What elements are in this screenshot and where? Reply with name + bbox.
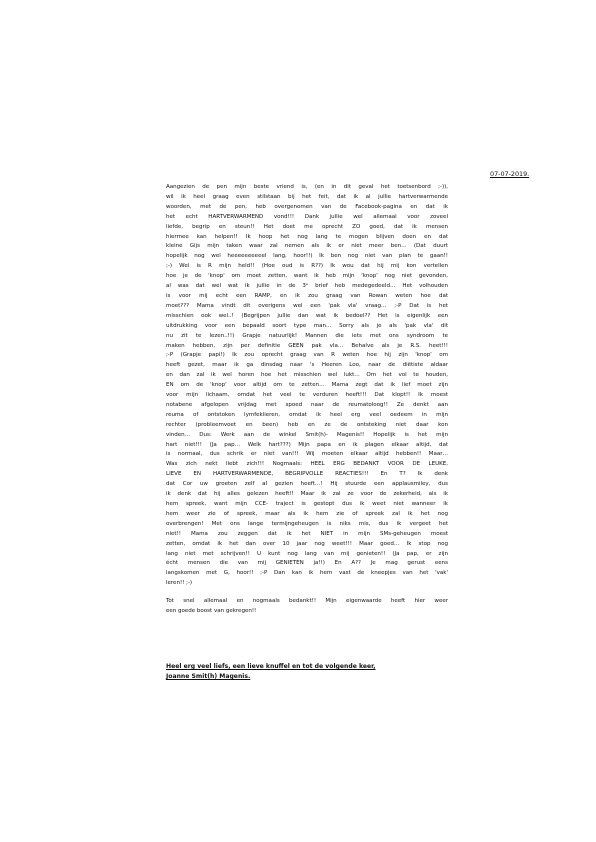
body-text-line: en dan zal ik wel horen hoe het misschien wel lukt… Om het vol te houden, (166, 372, 448, 379)
body-text-line: hiermee kan helpen!! Ik hoop het nog lang te mogen blijven doen en dat (166, 233, 448, 240)
body-text-line: LIEVE EN HARTVERWARMENDE, BEGRIPVOLLE REACTIES!!! En T? Ik denk (166, 471, 448, 478)
letter-body (166, 183, 448, 617)
body-text-line: leren!! ;-) (166, 580, 193, 587)
body-text-line: hopelijk nog wel heeeeeeeeeel lang, hoor!!) Ik ben nog niet van plan te gaan!! (166, 253, 448, 260)
body-text-line: écht mensen die van mij GENIETEN ja!!) En A?? Je mag gerust eens (166, 560, 448, 567)
body-text-line: lang niet met schrijven!! U kunt nog lang van mij genieten!! (Ja pap, er zijn (166, 550, 448, 557)
body-text-line: vinden… Dus: Werk aan de winkel Smit(h)- Magenis!! Hopelijk is het mijn (166, 431, 448, 438)
body-text-line: reuma of ontstoken lymfeklieren, omdat ik heel erg veel oedeem in mijn (166, 411, 448, 418)
body-text-line: rechter (probleemvoet en been) heb en ze de ontsteking niet daar kon (166, 421, 448, 428)
body-text-line: het echt HARTVERWARMEND vond!!! Dank jullie wel allemaal voor zoveel (166, 213, 448, 220)
paragraph-1 (166, 183, 448, 589)
closing-line: Joanne Smit(h) Magenis. (166, 673, 251, 680)
body-text-line: dat Cor uw groeten zelf al gezien heeft…! Hij stuurde een applausmiley, dus (166, 481, 448, 488)
body-text-line: moet??? Mama vindt dit overigens wel een 'pak vla' vraag… ;-P Dat is het (166, 302, 448, 309)
paragraph-spacer (166, 589, 448, 597)
body-text-line: uitdrukking voor een bepaald soort type man… Sorry als je als 'pak vla' dit (166, 322, 448, 329)
body-text-line: ;-) Wel is R mijn held!! (Hoe oud is R??) Ik wou dat hij mij kon vertellen (166, 263, 448, 270)
body-text-line: notabene afgelopen vrijdag met spoed naar de reumatoloog!! Ze denkt aan (166, 401, 448, 408)
body-text-line: nu zit te lezen..!!) Grapje natuurlijk! Mannen die iets met ons syndroom te (166, 332, 448, 339)
body-text-line: Was zich nekt liebt zich!!! Nogmaals: HEEL ERG BEDANKT VOOR DE LEUKE, (166, 461, 448, 468)
letter-date: 07-07-2019. (490, 170, 530, 178)
body-text-line: ;-P (Grapje papi!) Ik zou oprecht graag van R weten hoe hij zijn 'knop' om (166, 352, 448, 359)
body-text-line: is voor mij echt een RAMP, en ik zou graag van Rowan weten hoe dat (166, 292, 448, 299)
body-text-line: EN om de 'knop' voor altijd om te zetten… Mama zegt dat ik lief moet zijn (166, 382, 448, 389)
body-text-line: niet!! Mama zou zeggen dat ik het NIET in mijn SMs-geheugen moest (166, 530, 448, 537)
body-text-line: liefde, begrip en steun!! Het doet me oprecht ZO goed, dat ik mensen (166, 223, 448, 230)
paragraph-2 (166, 597, 448, 617)
body-text-line: langskomen met G, hoor!! ;-P Dan kan ik hem vast de kneepjes van het 'vak' (166, 570, 448, 577)
body-text-line: kleine Gijs mijn taken waar zal nemen als ik er niet meer ben… (Dat duurt (166, 243, 448, 250)
body-text-line: hem spreek, want mijn CCE- traject is gestopt dus ik weet niet wanneer ik (166, 501, 448, 507)
body-text-line: maken hebben, zijn per definitie GEEN pak vla… Behalve als je R.S. heet!!! (166, 342, 448, 349)
body-text-line: wil ik heel graag even stilstaan bij het feit, dat ik al jullie hartverwarmende (166, 193, 448, 200)
body-text-line: ik denk dat hij alles gelezen heeft!! Maar ik zal ze voor de zekerheid, als ik (166, 491, 448, 498)
body-text-line: hem weer zie of spreek, maar als ik hem zie of spreek zal ik het nog (166, 510, 448, 517)
body-text-line: Aangezien de pen mijn beste vriend is, (en in dit geval het toetsenbord ;-)), (166, 184, 448, 190)
body-text-line: al was dat wel wat ik jullie in de 3ᵉ brief heb medegedeeld… Het volhouden (166, 283, 448, 290)
body-text-line: is normaal, dus schrik er niet van!!! Wij moeten elkaar altijd hebben!! Maar… (166, 451, 448, 458)
body-text-line: hoe je de 'knop' om moet zetten, want ik heb mijn 'knop' nog niet gevonden, (166, 273, 448, 280)
closing-line: Heel erg veel liefs, een lieve knuffel en tot de volgende keer, (166, 663, 376, 670)
body-text-line: heeft gezet, maar ik ga dinsdag naar 's Heeren Loo, naar de diëtiste aldaar (166, 362, 448, 369)
letter-closing (166, 662, 448, 682)
body-text-line: hart niet!!! (Ja pap… Welk hart???) Mijn papa en ik plagen elkaar altijd, dat (166, 441, 448, 448)
body-text-line: overbrengen! Met ons lange termijngeheugen is niks mis, dus ik vergeet het (166, 520, 448, 527)
body-text-line: voor mijn lichaam, omdat het veel te verduren heeft!!! Dat klopt!! Ik moest (166, 392, 448, 399)
body-text-line: Tot snel allemaal en nogmaals bedankt!! Mijn eigenwaarde heeft hier weer (166, 598, 448, 605)
body-text-line: woorden, met de pen, heb overgenomen van de Facebook-pagina en dat ik (166, 203, 448, 210)
body-text-line: zetten, omdat ik het dan over 10 jaar nog weet!!! Maar goed… Ik stop nog (166, 540, 448, 547)
body-text-line: een goede boost van gekregen!! (166, 608, 257, 615)
body-text-line: misschien ook wel..! (Begrijpen jullie dan wat ik bedoel?? Het is eigenlijk een (166, 312, 448, 319)
